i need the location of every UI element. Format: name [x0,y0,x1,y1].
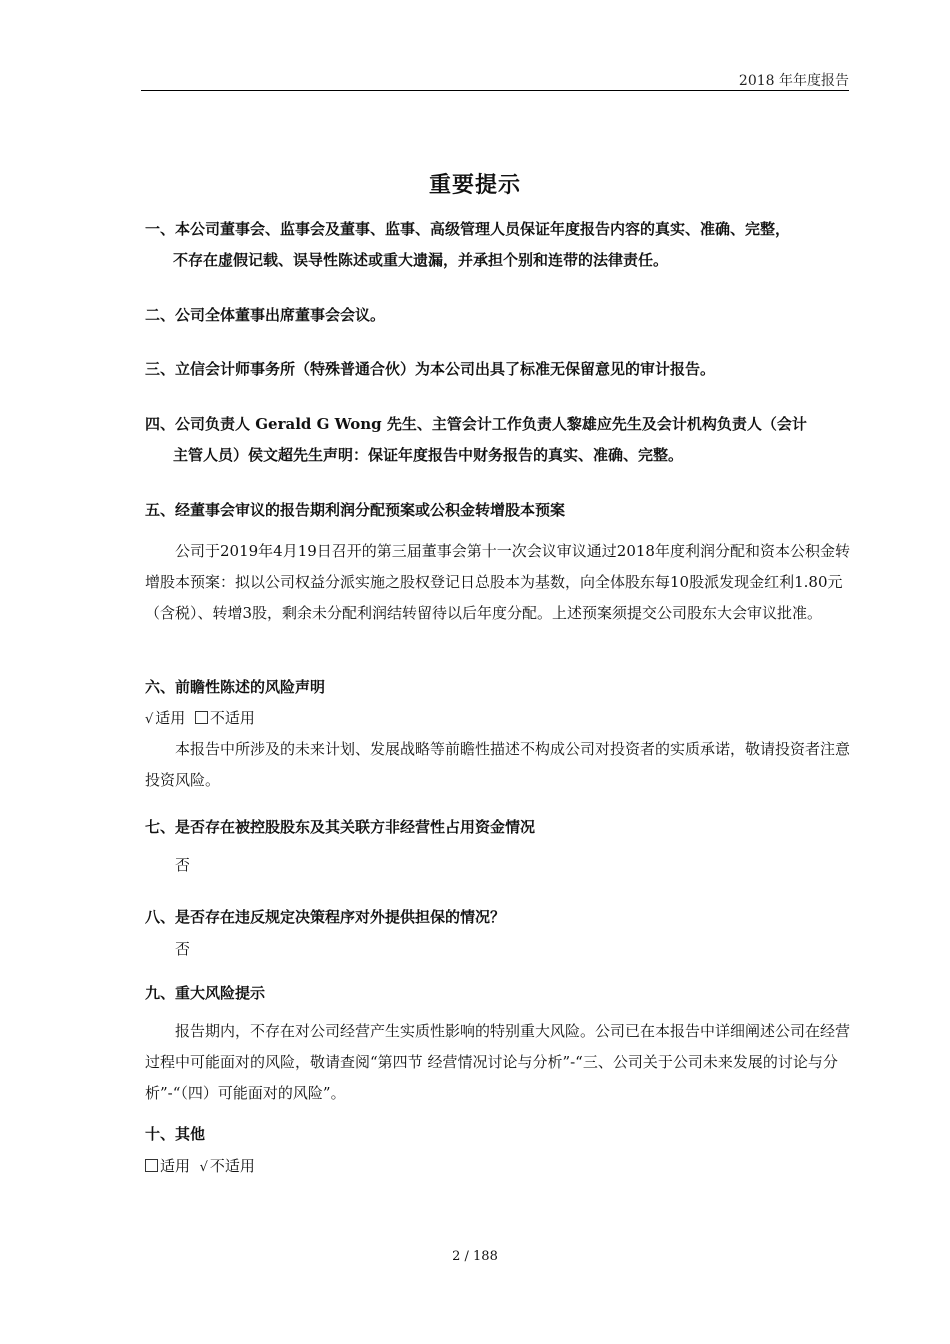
section-6-heading: 六、前瞻性陈述的风险声明 [145,678,326,696]
checkbox-empty-icon [145,1159,158,1172]
section-9-heading: 九、重大风险提示 [145,984,266,1002]
page-title: 重要提示 [428,172,521,198]
section-10-heading: 十、其他 [145,1125,206,1143]
section-6-options [145,703,255,735]
option-not-applicable-label: 不适用 [209,709,255,727]
section-1-line2: 不存在虚假记载、误导性陈述或重大遗漏，并承担个别和连带的法律责任。 [173,251,669,269]
section-1-line1: 一、本公司董事会、监事会及董事、监事、高级管理人员保证年度报告内容的真实、准确、完整， [145,220,791,238]
section-10-options [145,1151,255,1183]
section-5-body: 公司于2019年4月19日召开的第三届董事会第十一次会议审议通过2018年度利润分配和资本公积金转增股本预案：拟以公司权益分派实施之股权登记日总股本为基数，向全体股东每10股派发现金红利1.80元（含税）、转增3股，剩余未分配利润结转留待以后年度分配。上述预案须提交公司股东大会审议批准。 [145,542,850,622]
section-5-heading: 五、经董事会审议的报告期利润分配预案或公积金转增股本预案 [145,501,566,519]
option-not-applicable-label: 不适用 [209,1157,255,1175]
checkbox-empty-icon [195,711,208,724]
page-number: 2 / 188 [452,1249,498,1264]
section-6-body: 本报告中所涉及的未来计划、发展战略等前瞻性描述不构成公司对投资者的实质承诺，敬请投资者注意投资风险。 [145,740,851,789]
header-divider [141,90,849,91]
section-8-body: 否 [175,940,191,958]
section-4 [145,409,850,471]
section-9-body: 报告期内，不存在对公司经营产生实质性影响的特别重大风险。公司已在本报告中详细阐述公司在经营过程中可能面对的风险，敬请查阅“第四节 经营情况讨论与分析”-“三、公司关于公司未来发展的讨论与分析”-“（四）可能面对的风险”。 [145,1022,851,1102]
section-8-heading: 八、是否存在违反规定决策程序对外提供担保的情况？ [145,908,506,926]
option-applicable-label: 适用 [155,709,186,727]
section-3: 三、立信会计师事务所（特殊普通合伙）为本公司出具了标准无保留意见的审计报告。 [145,360,716,378]
section-7-heading: 七、是否存在被控股股东及其关联方非经营性占用资金情况 [145,818,536,836]
section-4-line2: 主管人员）侯文超先生声明：保证年度报告中财务报告的真实、准确、完整。 [173,446,684,464]
section-7-body: 否 [175,856,191,874]
section-4-line1: 四、公司负责人 Gerald G Wong 先生、主管会计工作负责人黎雄应先生及会计机构负责人（会计 [145,415,807,433]
section-1 [145,214,850,276]
option-applicable-label: 适用 [160,1157,191,1175]
section-2: 二、公司全体董事出席董事会会议。 [145,306,386,324]
report-header: 2018 年年度报告 [738,73,849,89]
checkmark-icon: √ [145,712,154,727]
checkmark-icon: √ [199,1160,208,1175]
